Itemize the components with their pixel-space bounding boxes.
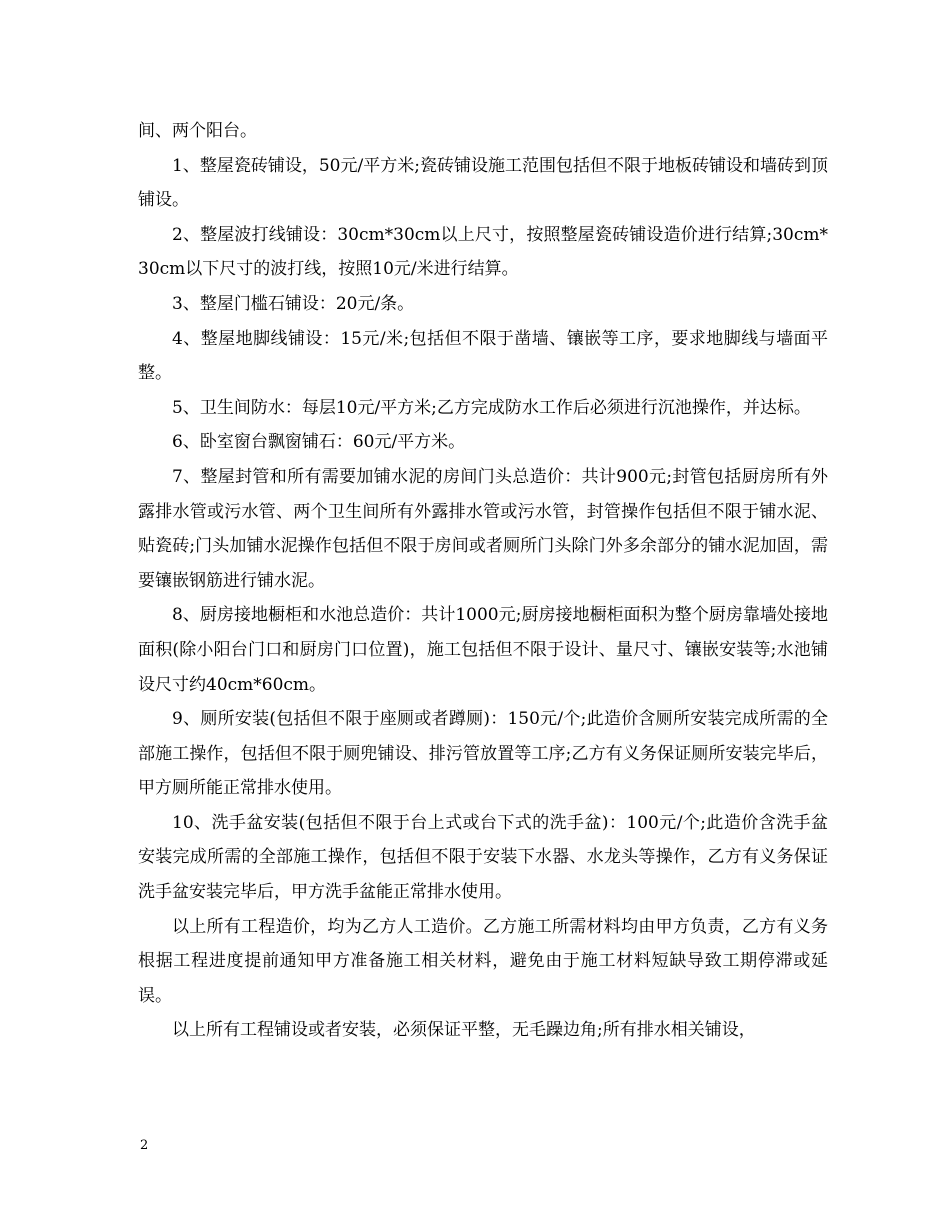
paragraph-continuation: 间、两个阳台。 [138, 121, 257, 141]
paragraph-item-3: 3、整屋门槛石铺设：20元/条。 [172, 293, 415, 314]
paragraph-summary: 以上所有工程造价，均为乙方人工造价。乙方施工所需材料均由甲方负责，乙方有义务根据工程进度提前通知甲方准备施工相关材料，避免由于施工材料短缺导致工期停滞或延误。 [138, 916, 828, 1006]
paragraph-item-4: 4、整屋地脚线铺设：15元/米;包括但不限于凿墙、镶嵌等工序，要求地脚线与墙面平整。 [138, 328, 828, 384]
paragraph-requirements: 以上所有工程铺设或者安装，必须保证平整，无毛躁边角;所有排水相关铺设， [172, 1020, 756, 1041]
paragraph-item-8: 8、厨房接地橱柜和水池总造价：共计1000元;厨房接地橱柜面积为整个厨房靠墙处接地面积(除小阳台门口和厨房门口位置)，施工包括但不限于设计、量尺寸、镶嵌安装等;水池铺设尺寸约40cm*60cm。 [138, 605, 828, 695]
paragraph-item-1: 1、整屋瓷砖铺设，50元/平方米;瓷砖铺设施工范围包括但不限于地板砖铺设和墙砖到顶铺设。 [138, 155, 828, 211]
paragraph-item-9: 9、厕所安装(包括但不限于座厕或者蹲厕)：150元/个;此造价含厕所安装完成所需的全部施工操作，包括但不限于厕兜铺设、排污管放置等工序;乙方有义务保证厕所安装完毕后，甲方厕所能正常排水使用。 [138, 709, 828, 799]
paragraph-item-5: 5、卫生间防水：每层10元/平方米;乙方完成防水工作后必须进行沉池操作，并达标。 [172, 397, 811, 418]
paragraph-item-10: 10、洗手盆安装(包括但不限于台上式或台下式的洗手盆)：100元/个;此造价含洗手盆安装完成所需的全部施工操作，包括但不限于安装下水器、水龙头等操作，乙方有义务保证洗手盆安装完毕后，甲方洗手盆能正常排水使用。 [138, 812, 828, 903]
paragraph-item-6: 6、卧室窗台飘窗铺石：60元/平方米。 [172, 432, 466, 453]
page-number: 2 [140, 1138, 149, 1153]
paragraph-item-7: 7、整屋封管和所有需要加铺水泥的房间门头总造价：共计900元;封管包括厨房所有外露排水管或污水管、两个卫生间所有外露排水管或污水管，封管操作包括但不限于铺水泥、贴瓷砖;门头加铺水泥操作包括但不限于房间或者厕所门头除门外多余部分的铺水泥加固，需要镶嵌钢筋进行铺水泥。 [138, 466, 828, 591]
document-body [138, 114, 828, 1048]
paragraph-item-2: 2、整屋波打线铺设：30cm*30cm以上尺寸，按照整屋瓷砖铺设造价进行结算;30cm*30cm以下尺寸的波打线，按照10元/米进行结算。 [138, 224, 828, 280]
